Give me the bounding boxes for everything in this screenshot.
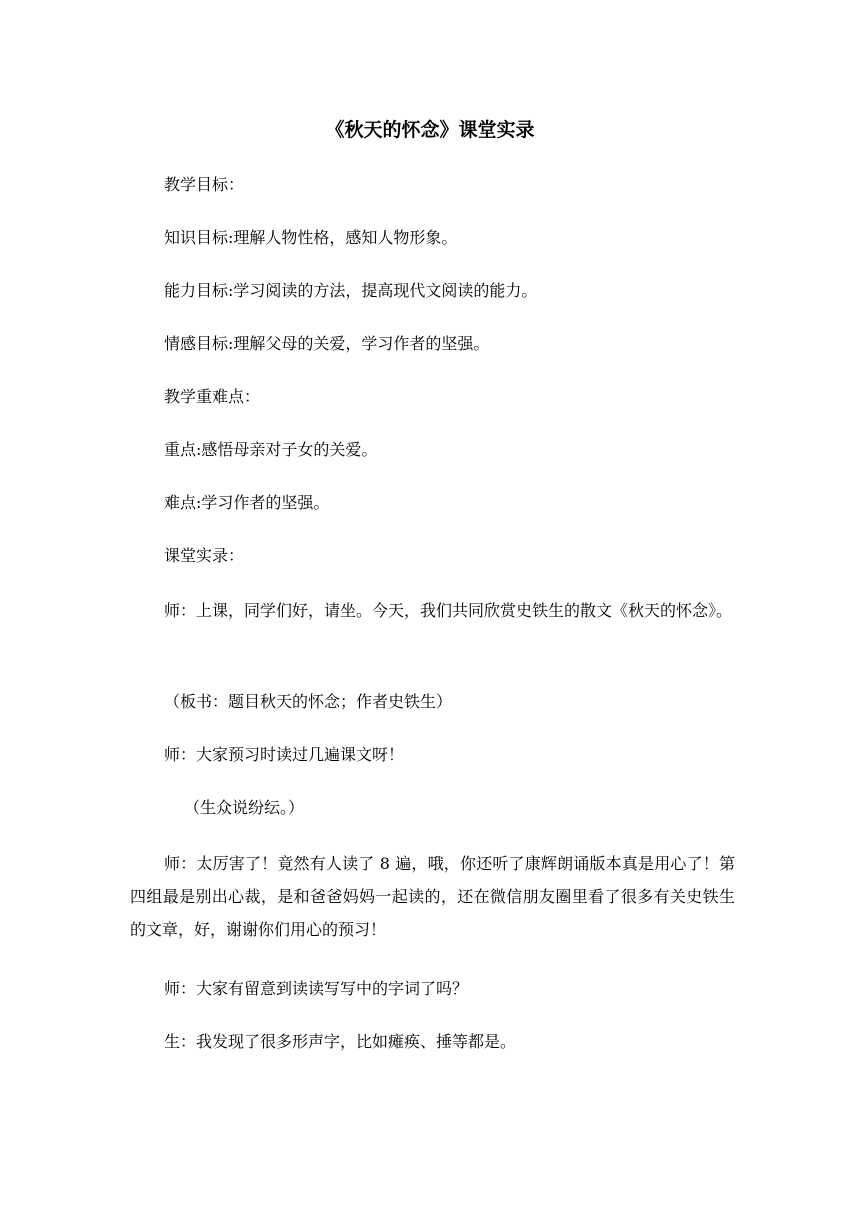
board-writing-note: （板书：题目秋天的怀念；作者史铁生） xyxy=(164,692,453,711)
key-point: 重点:感悟母亲对子女的关爱。 xyxy=(164,440,378,459)
key-difficult-heading: 教学重难点： xyxy=(164,387,261,406)
student-answer: 生：我发现了很多形声字，比如瘫痪、捶等都是。 xyxy=(164,1032,517,1051)
teacher-opening-paragraph: 师：上课，同学们好，请坐。今天，我们共同欣赏史铁生的散文《秋天的怀念》。 xyxy=(164,601,733,620)
teacher-question-vocabulary: 师：大家有留意到读读写写中的字词了吗？ xyxy=(164,979,469,998)
students-response-note: （生众说纷纭。） xyxy=(184,798,305,817)
difficult-point: 难点:学习作者的坚强。 xyxy=(164,493,330,512)
teacher-praise-paragraph: 师：太厉害了！竟然有人读了 8 遍，哦，你还听了康辉朗诵版本真是用心了！第四组最是别出心裁，是和爸爸妈妈一起读的，还在微信朋友圈里看了很多有关史铁生的文章，好，谢谢你们用心的预习！ xyxy=(130,854,735,939)
classroom-record-heading: 课堂实录： xyxy=(164,546,245,565)
ability-goal: 能力目标:学习阅读的方法，提高现代文阅读的能力。 xyxy=(164,281,538,300)
teacher-question-reading: 师：大家预习时读过几遍课文呀！ xyxy=(164,745,405,764)
emotion-goal: 情感目标:理解父母的关爱，学习作者的坚强。 xyxy=(164,334,490,353)
document-title: 《秋天的怀念》课堂实录 xyxy=(325,119,535,141)
knowledge-goal: 知识目标:理解人物性格，感知人物形象。 xyxy=(164,228,458,247)
teaching-goals-heading: 教学目标： xyxy=(164,175,245,194)
